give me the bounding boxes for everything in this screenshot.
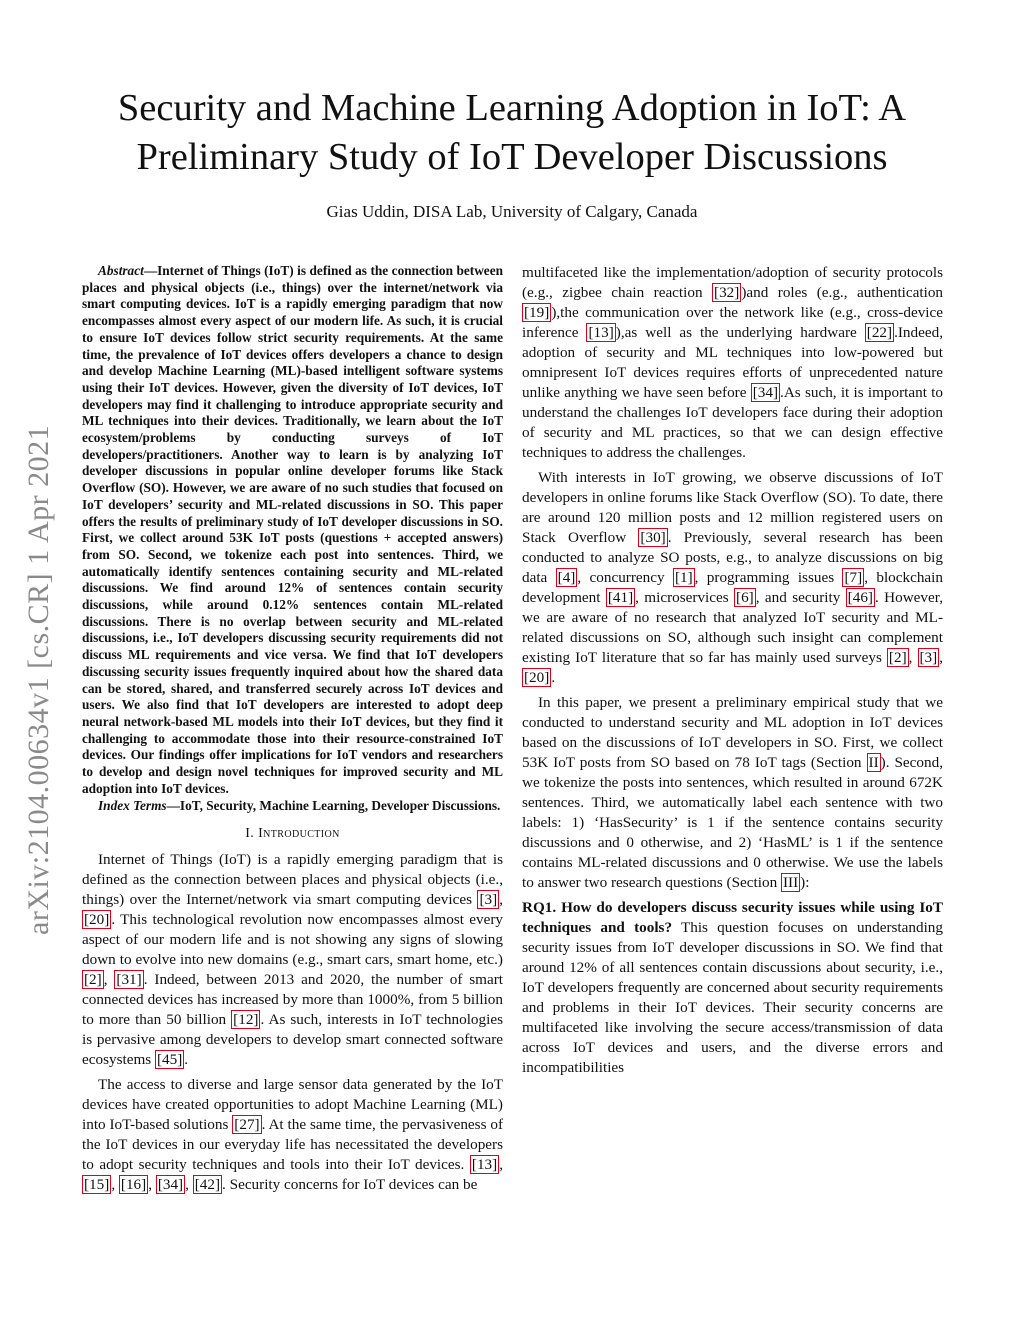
text-span: )	[741, 284, 747, 301]
citation-link[interactable]: [22]	[866, 324, 893, 341]
text-span: and roles (e.g., authentication	[746, 284, 944, 301]
intro-paragraph-3	[522, 468, 943, 688]
text-span: ),	[551, 304, 561, 321]
citation-link[interactable]: [7]	[844, 569, 863, 586]
text-span: . As such, interests in IoT technologies is pervasive among developers to develop smart connected software ecosystems	[82, 1011, 503, 1069]
intro-paragraph-4	[522, 693, 943, 893]
text-span: With interests in IoT growing, we observe discussions of IoT developers in online forums like Stack Overflow (SO). To date, there are around 120 million posts and 12 million registered users on Stack Overflow	[522, 469, 943, 546]
text-span: ,	[148, 1176, 156, 1194]
citation-link[interactable]: [13]	[471, 1156, 498, 1174]
citation-link[interactable]: III	[782, 874, 799, 891]
text-span: , microservices	[635, 589, 735, 606]
citation-link[interactable]: [32]	[714, 284, 740, 301]
paper-title	[60, 84, 964, 182]
citation-link[interactable]: [15]	[84, 1176, 110, 1194]
text-span: as well as the underlying hardware	[624, 324, 865, 341]
rq1-paragraph	[522, 898, 943, 1078]
citation-link[interactable]: [46]	[847, 589, 873, 606]
abstract-label: Abstract	[98, 263, 144, 278]
citation-link[interactable]: [41]	[607, 589, 634, 606]
text-span: Internet of Things (IoT) is a rapidly emerging paradigm that is defined as the connection between places and physical objects (i.e., things) over the Internet/network via smart computing devices	[82, 851, 503, 909]
citation-link[interactable]: [13]	[588, 324, 614, 341]
citation-link[interactable]: [19]	[524, 304, 550, 321]
citation-link[interactable]: [34]	[157, 1176, 184, 1194]
citation-link[interactable]: [3]	[479, 891, 498, 909]
citation-link[interactable]: [3]	[919, 649, 938, 666]
citation-link[interactable]: [42]	[194, 1176, 221, 1194]
text-span: , blockchain development	[522, 569, 943, 606]
arxiv-identifier: arXiv:2104.00634v1 [cs.CR] 1 Apr 2021	[22, 424, 55, 935]
citation-link[interactable]: [30]	[640, 529, 666, 546]
section-title: Introduction	[258, 826, 340, 842]
abstract	[82, 263, 503, 798]
intro-paragraph-2	[82, 1075, 503, 1195]
citation-link[interactable]: [45]	[156, 1051, 183, 1069]
index-terms	[82, 798, 503, 815]
author-line: Gias Uddin, DISA Lab, University of Calgary, Canada	[326, 202, 698, 221]
text-span: In this paper, we present a preliminary empirical study that we conducted to understand security and ML adoption in IoT devices based on the discussions of IoT developers in SO. First, we collect 53K IoT posts from SO based on 78 IoT tags (Section	[522, 694, 943, 771]
right-column	[522, 263, 943, 1078]
section-heading-introduction	[82, 826, 503, 842]
citation-link[interactable]: II	[868, 754, 879, 771]
text-span: ,	[499, 891, 503, 909]
citation-link[interactable]: [31]	[116, 971, 142, 989]
text-span: ,	[908, 649, 918, 666]
text-span: As such, it is important to understand the challenges IoT developers face during their adoption of security and ML practices, so that we can design effective techniques to address the challenges.	[522, 384, 943, 461]
text-span: .	[551, 669, 556, 686]
section-number: I.	[245, 826, 255, 842]
citation-link[interactable]: [2]	[84, 971, 102, 989]
text-span: . This technological revolution now encompasses almost every aspect of our modern life and is not showing any signs of slowing down to evolve into new domains (e.g., smart cars, smart home, etc.)	[82, 911, 503, 969]
citation-link[interactable]: [16]	[120, 1176, 147, 1194]
text-span: ):	[800, 874, 810, 891]
text-span: ,	[111, 1176, 119, 1194]
text-span: ,	[103, 971, 115, 989]
text-span: the communication over the network like (e.g., cross-device inference	[522, 304, 943, 341]
citation-link[interactable]: [1]	[674, 569, 693, 586]
citation-link[interactable]: [4]	[557, 569, 576, 586]
text-span: Indeed, adoption of security and ML techniques into low-powered but omnipresent IoT devices requires efforts of unprecedented nature unlike anything we have seen before	[522, 324, 943, 401]
text-span: ,	[499, 1156, 503, 1174]
text-span: , programming issues	[694, 569, 843, 586]
text-span: .	[184, 1051, 189, 1069]
citation-link[interactable]: [12]	[233, 1011, 259, 1029]
citation-link[interactable]: [2]	[888, 649, 907, 666]
intro-paragraph-1	[82, 850, 503, 1070]
index-terms-text: —IoT, Security, Machine Learning, Developer Discussions.	[166, 797, 501, 813]
text-span: ,	[939, 649, 944, 666]
text-span: ). Second, we tokenize the posts into sentences, which resulted in around 672K sentences. Third, we automatically label each sentence with two labels: 1) ‘HasSecurity’ is 1 if the sentence contains security discussions and 0 otherwise, and 2) ‘HasML’ is 1 if the sentence contains ML-related discussions and 0 otherwise. We use the labels to answer two research questions (Section	[522, 754, 943, 891]
text-span: .	[894, 324, 898, 341]
title-line-1: Security and Machine Learning Adoption in IoT: A	[117, 87, 907, 129]
text-span: . However, we are aware of no research that analyzed IoT security and ML-related discussions on SO, although such insight can complement existing IoT literature that so far has mainly used surveys	[522, 589, 944, 666]
citation-link[interactable]: [27]	[234, 1116, 260, 1134]
text-span: . At the same time, the pervasiveness of the IoT devices in our everyday life has necessitated the developers to adopt security techniques and tools into their IoT devices.	[82, 1116, 504, 1174]
text-span: , concurrency	[577, 569, 673, 586]
citation-link[interactable]: [34]	[752, 384, 779, 401]
index-terms-label: Index Terms	[98, 797, 167, 813]
citation-link[interactable]: [20]	[84, 911, 110, 929]
text-span: . Indeed, between 2013 and 2020, the number of smart connected devices has increased by more than 1000%, from 5 billion to more than 50 billion	[82, 971, 504, 1029]
text-span: This question focuses on understanding security issues from IoT developer discussions in SO. We find that around 12% of all sentences contain discussions about security, i.e., IoT developers frequently are concerned about security requirements and problems in their IoT devices. Their security concerns are multifaceted like involving the secure access/transmission of data across IoT devices and users, and the diverse errors and incompatibilities	[522, 919, 943, 1076]
citation-link[interactable]: [20]	[524, 669, 550, 686]
text-span: multifaceted like the implementation/adoption of security protocols (e.g., zigbee chain reaction	[522, 264, 943, 301]
text-span: .	[780, 384, 784, 401]
text-span: ,	[185, 1176, 193, 1194]
text-span: . Security concerns for IoT devices can be	[222, 1176, 478, 1194]
citation-link[interactable]: [6]	[736, 589, 754, 606]
title-line-2: Preliminary Study of IoT Developer Discussions	[136, 136, 888, 178]
text-span: The access to diverse and large sensor data generated by the IoT devices have created opportunities to adopt Machine Learning (ML) into IoT-based solutions	[82, 1076, 503, 1134]
text-span: ),	[615, 324, 625, 341]
text-span: , and security	[755, 589, 846, 606]
abstract-text: —Internet of Things (IoT) is defined as the connection between places and physical objects (i.e., things) over the internet/network via smart computing devices. IoT is a rapidly emerging paradigm that now encompasses almost every aspect of our modern life. As such, it is crucial to ensure IoT devices follow strict security requirements. At the same time, the prevalence of IoT devices offers developers a chance to design and develop Machine Learning (ML)-based intelligent software systems using their IoT devices. However, given the diversity of IoT devices, IoT developers may find it challenging to introduce appropriate security and ML techniques into their devices. Traditionally, we learn about the IoT ecosystem/problems by conducting surveys of IoT developers/practitioners. Another way to learn is by analyzing IoT developer discussions in popular online developer forums like Stack Overflow (SO). However, we are aware of no such studies that focused on IoT developers’ security and ML-related discussions in SO. This paper offers the results of preliminary study of IoT developer discussions in SO. First, we collect around 53K IoT posts (questions + accepted answers) from SO. Second, we tokenize each post into sentences. Third, we automatically identify sentences containing security and ML-related discussions. We find around 12% of sentences contain security discussions, while around 0.12% sentences contain ML-related discussions. There is no overlap between security and ML-related discussions, i.e., IoT developers discussing security requirements did not discuss ML requirements and vice versa. We find that IoT developers discussing security issues frequently inquired about how the shared data can be stored, shared, and transferred securely across IoT devices and users. We also find that IoT developers are interested to adopt deep neural network-based ML models into their IoT devices, but they find it challenging to accommodate those into their resource-constrained IoT devices. Our findings offer implications for IoT vendors and researchers to develop and design novel techniques for improved security and ML adoption into IoT devices.	[82, 263, 503, 796]
text-span: . Previously, several research has been conducted to analyze SO posts, e.g., to analyze discussions on big data	[522, 529, 943, 586]
intro-paragraph-2-continued	[522, 263, 943, 463]
rq-label: RQ1. How do developers discuss security issues while using IoT techniques and tools?	[522, 899, 943, 936]
left-column	[82, 263, 503, 1195]
